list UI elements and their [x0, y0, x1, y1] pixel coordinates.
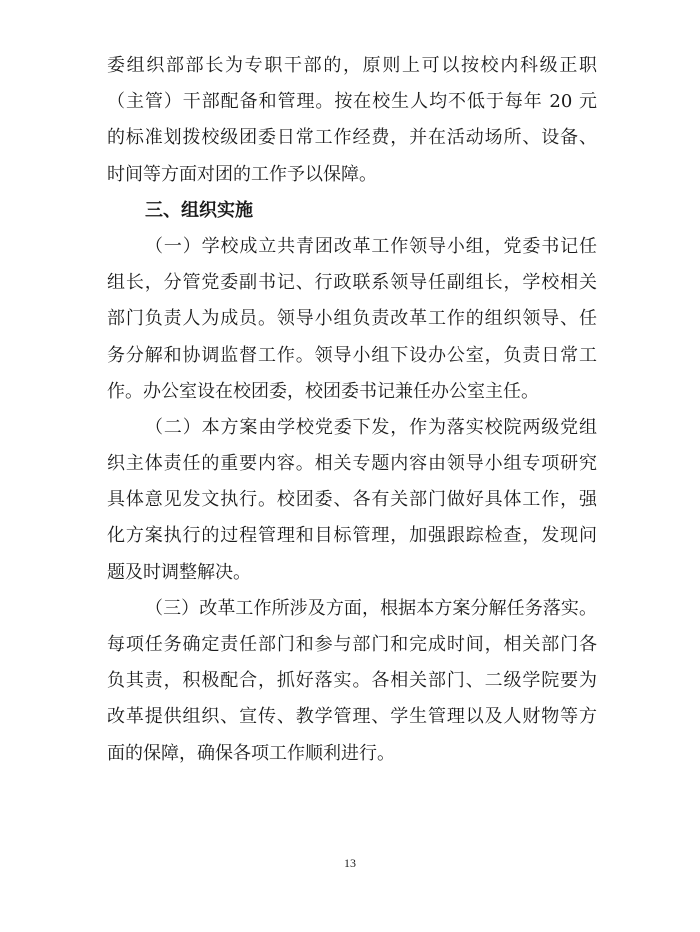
paragraph-line: 作。办公室设在校团委，校团委书记兼任办公室主任。 [107, 380, 539, 402]
paragraph-line: 具体意见发文执行。校团委、各有关部门做好具体工作，强 [107, 489, 597, 511]
paragraph-line: 组长，分管党委副书记、行政联系领导任副组长，学校相关 [107, 272, 597, 294]
page-number: 13 [344, 856, 356, 870]
paragraph-line: 每项任务确定责任部门和参与部门和完成时间，相关部门各 [107, 634, 597, 655]
paragraph-line: 委组织部部长为专职干部的，原则上可以按校内科级正职 [107, 55, 597, 76]
paragraph-line: 务分解和协调监督工作。领导小组下设办公室，负责日常工 [107, 344, 597, 366]
paragraph-line: 织主体责任的重要内容。相关专题内容由领导小组专项研究 [107, 453, 597, 475]
paragraph-line: 部门负责人为成员。领导小组负责改革工作的组织领导、任 [107, 308, 597, 330]
body-text [107, 57, 597, 781]
paragraph-line: 改革提供组织、宣传、教学管理、学生管理以及人财物等方 [107, 706, 597, 728]
paragraph-line: 负其责，积极配合，抓好落实。各相关部门、二级学院要为 [107, 670, 597, 692]
paragraph-line: （二）本方案由学校党委下发，作为落实校院两级党组 [145, 416, 597, 438]
paragraph-line: （三）改革工作所涉及方面，根据本方案分解任务落实。 [145, 597, 597, 619]
paragraph-line: 时间等方面对团的工作予以保障。 [107, 163, 377, 185]
paragraph-line: 题及时调整解决。 [107, 561, 251, 583]
paragraph-line: （一）学校成立共青团改革工作领导小组，党委书记任 [145, 235, 597, 257]
paragraph-line: 化方案执行的过程管理和目标管理，加强跟踪检查，发现问 [107, 525, 597, 547]
section-heading: 三、组织实施 [145, 199, 253, 221]
paragraph-line: 面的保障，确保各项工作顺利进行。 [107, 742, 395, 764]
paragraph-line: 的标准划拨校级团委日常工作经费，并在活动场所、设备、 [107, 127, 597, 149]
paragraph-line: （主管）干部配备和管理。按在校生人均不低于每年 20 元 [107, 91, 597, 113]
